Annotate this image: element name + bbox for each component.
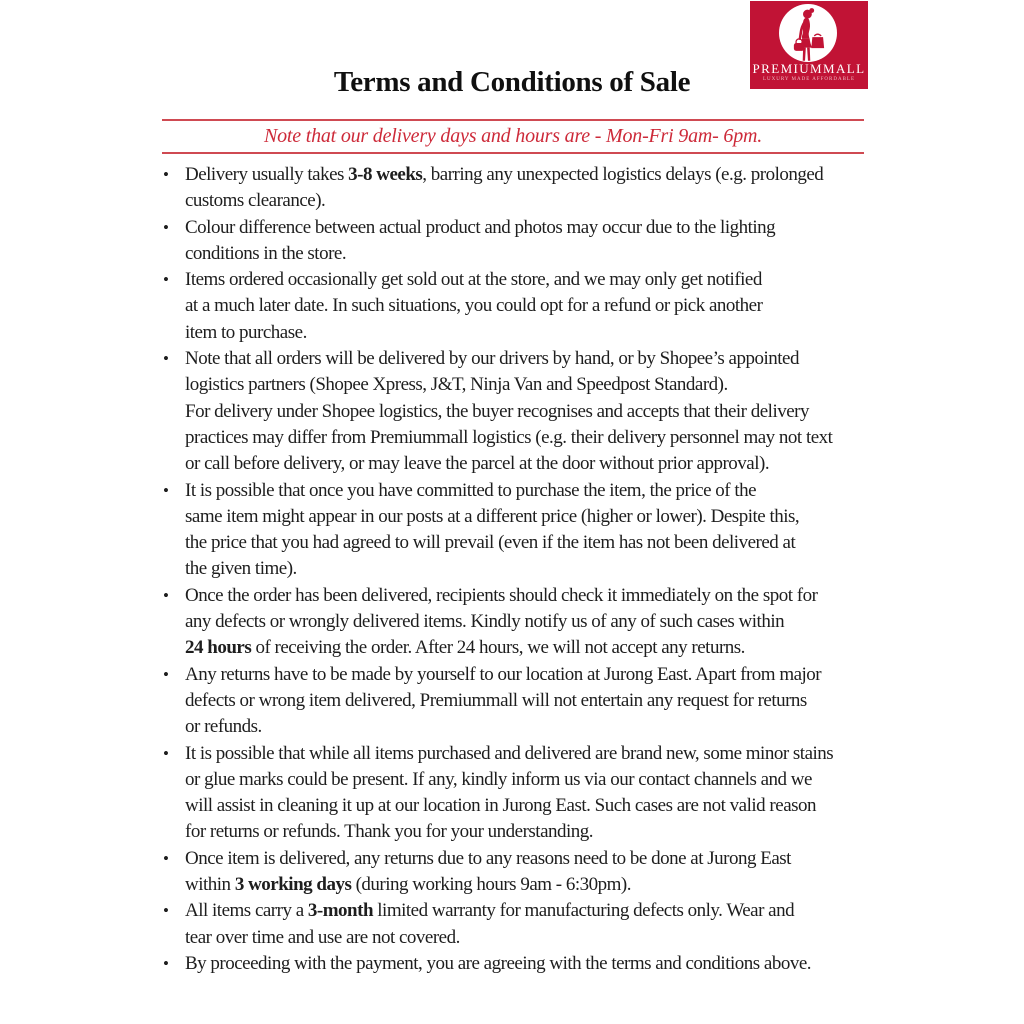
term-item — [163, 215, 869, 268]
bullet-icon: • — [163, 165, 169, 184]
term-line: the given time). — [185, 558, 297, 580]
bullet-icon: • — [163, 953, 169, 973]
brand-tagline: LUXURY MADE AFFORDABLE — [762, 77, 856, 82]
term-line: conditions in the store. — [185, 242, 347, 264]
term-line: tear over time and use are not covered. — [185, 926, 460, 948]
term-line: It is possible that while all items purchased and delivered are brand new, some minor stains — [185, 742, 834, 764]
term-item — [163, 583, 869, 662]
term-line: or glue marks could be present. If any, kindly inform us via our contact channels and we — [185, 768, 812, 790]
bullet-icon: • — [163, 217, 169, 237]
term-line: same item might appear in our posts at a different price (higher or lower). Despite this, — [185, 505, 800, 527]
term-line: item to purchase. — [185, 321, 307, 343]
term-line: logistics partners (Shopee Xpress, J&T, Ninja Van and Speedpost Standard). — [185, 374, 728, 396]
bullet-icon: • — [163, 349, 169, 369]
term-line: All items carry a 3-month limited warranty for manufacturing defects only. Wear and — [185, 900, 795, 922]
term-line: defects or wrong item delivered, Premiummall will not entertain any request for returns — [185, 689, 807, 711]
term-line: Items ordered occasionally get sold out at the store, and we may only get notified — [185, 269, 762, 291]
term-line: Delivery usually takes 3-8 weeks, barring any unexpected logistics delays (e.g. prolonged — [185, 164, 824, 185]
term-text — [185, 846, 869, 899]
term-text — [185, 898, 869, 951]
term-line: any defects or wrongly delivered items. Kindly notify us of any of such cases within — [185, 611, 785, 633]
bullet-icon: • — [163, 270, 169, 290]
term-text — [185, 951, 869, 977]
bullet-icon: • — [163, 480, 169, 500]
term-item — [163, 478, 869, 583]
bullet-icon: • — [163, 743, 169, 763]
bullet-icon: • — [163, 664, 169, 684]
term-line: It is possible that once you have committed to purchase the item, the price of the — [185, 479, 757, 501]
term-text — [185, 741, 869, 846]
term-item — [163, 741, 869, 846]
term-line: at a much later date. In such situations, you could opt for a refund or pick another — [185, 295, 763, 317]
term-line: the price that you had agreed to will prevail (even if the item has not been delivered at — [185, 532, 796, 554]
term-item — [163, 346, 869, 477]
term-item — [163, 662, 869, 741]
term-line: customs clearance). — [185, 190, 326, 212]
term-item — [163, 898, 869, 951]
term-text — [185, 478, 869, 583]
term-line: By proceeding with the payment, you are agreeing with the terms and conditions above. — [185, 952, 812, 974]
term-text — [185, 267, 869, 346]
term-text — [185, 662, 869, 741]
term-line: For delivery under Shopee logistics, the buyer recognises and accepts that their delivery — [185, 400, 809, 422]
term-line: for returns or refunds. Thank you for your understanding. — [185, 821, 594, 843]
term-text — [185, 346, 869, 477]
term-line: will assist in cleaning it up at our location in Jurong East. Such cases are not valid reason — [185, 795, 817, 817]
bullet-icon: • — [163, 585, 169, 605]
term-item — [163, 951, 869, 977]
term-line: within 3 working days (during working hours 9am - 6:30pm). — [185, 874, 631, 896]
term-item — [163, 162, 869, 215]
woman-shopper-icon — [788, 7, 830, 64]
delivery-notice: Note that our delivery days and hours are - Mon-Fri 9am- 6pm. — [162, 119, 864, 154]
term-text — [185, 583, 869, 662]
page-title: Terms and Conditions of Sale — [333, 66, 691, 98]
term-line: or refunds. — [185, 716, 262, 738]
term-line: Any returns have to be made by yourself to our location at Jurong East. Apart from major — [185, 663, 822, 685]
term-line: 24 hours of receiving the order. After 24 hours, we will not accept any returns. — [185, 637, 745, 659]
term-item — [163, 267, 869, 346]
brand-name: PREMIUMMALL — [752, 61, 866, 76]
term-line: Once item is delivered, any returns due to any reasons need to be done at Jurong East — [185, 847, 791, 869]
bullet-icon: • — [163, 848, 169, 868]
term-line: Colour difference between actual product and photos may occur due to the lighting — [185, 216, 776, 238]
term-line: Note that all orders will be delivered by our drivers by hand, or by Shopee’s appointed — [185, 348, 799, 370]
term-line: practices may differ from Premiummall logistics (e.g. their delivery personnel may not text — [185, 426, 833, 448]
terms-list — [163, 162, 869, 977]
term-text — [185, 215, 869, 268]
term-item — [163, 846, 869, 899]
term-line: or call before delivery, or may leave the parcel at the door without prior approval). — [185, 453, 770, 475]
term-text — [185, 162, 869, 215]
bullet-icon: • — [163, 901, 169, 921]
term-line: Once the order has been delivered, recipients should check it immediately on the spot for — [185, 584, 818, 606]
